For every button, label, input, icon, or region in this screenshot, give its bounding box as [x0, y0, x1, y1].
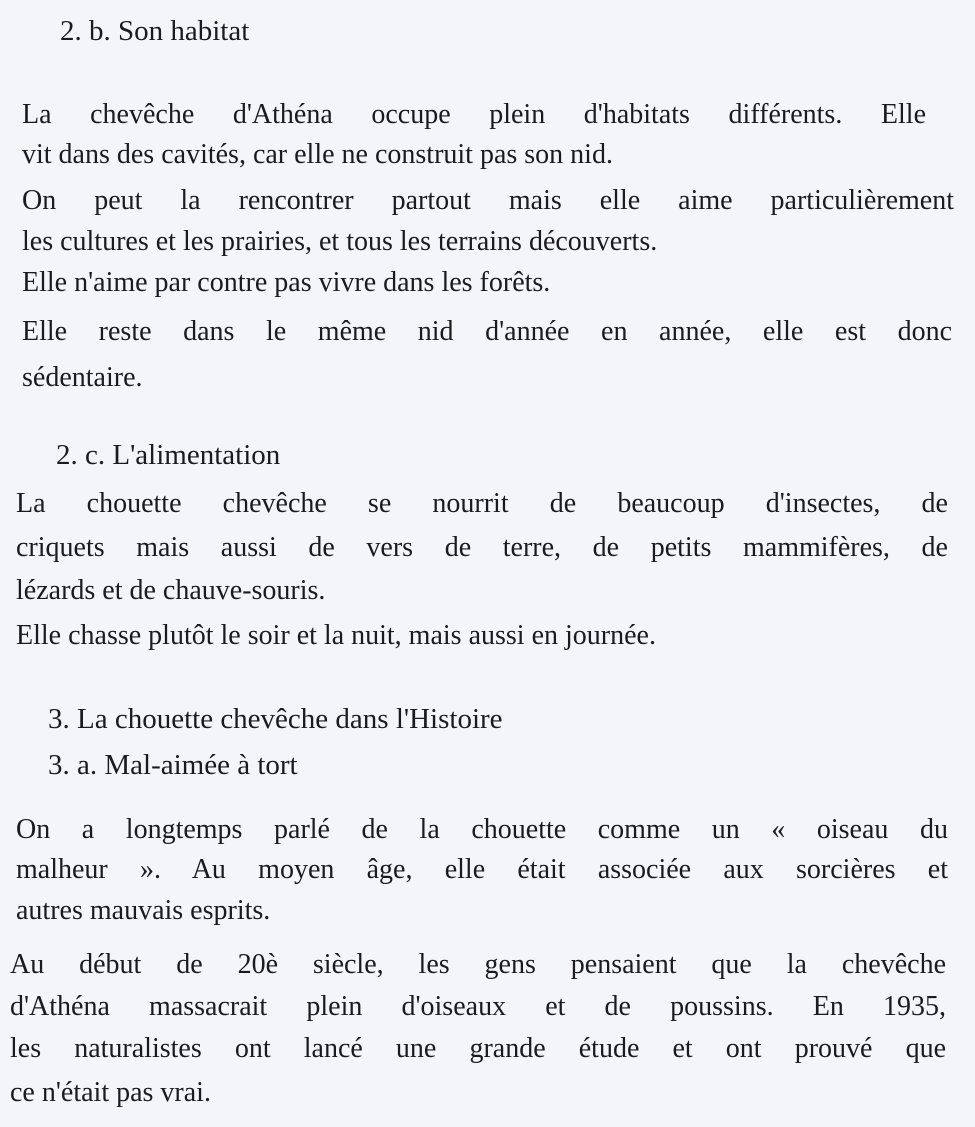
paragraph-line: sédentaire. [22, 362, 143, 393]
paragraph-line: Elle reste dans le même nid d'année en année, elle est donc [22, 316, 952, 347]
paragraph-line: Au début de 20è siècle, les gens pensaient que la chevêche [10, 949, 946, 980]
paragraph-line: On peut la rencontrer partout mais elle aime particulièrement [22, 185, 954, 216]
subsection-heading-mal-aimee: 3. a. Mal-aimée à tort [48, 749, 298, 781]
paragraph-line: Elle n'aime par contre pas vivre dans les forêts. [22, 267, 551, 298]
paragraph-line: autres mauvais esprits. [16, 895, 271, 926]
paragraph-line: les cultures et les prairies, et tous les terrains découverts. [22, 226, 658, 257]
paragraph-line: lézards et de chauve-souris. [16, 575, 326, 606]
paragraph-line: La chevêche d'Athéna occupe plein d'habitats différents. Elle [22, 99, 926, 130]
paragraph-line: La chouette chevêche se nourrit de beaucoup d'insectes, de [16, 488, 948, 519]
paragraph-line: ce n'était pas vrai. [10, 1077, 211, 1108]
paragraph-line: Elle chasse plutôt le soir et la nuit, mais aussi en journée. [16, 620, 656, 651]
paragraph-line: malheur ». Au moyen âge, elle était associée aux sorcières et [16, 854, 948, 885]
section-heading-histoire: 3. La chouette chevêche dans l'Histoire [48, 703, 503, 735]
paragraph-line: On a longtemps parlé de la chouette comme un « oiseau du [16, 814, 948, 845]
paragraph-line: d'Athéna massacrait plein d'oiseaux et de poussins. En 1935, [10, 991, 946, 1022]
paragraph-line: les naturalistes ont lancé une grande étude et ont prouvé que [10, 1033, 946, 1064]
paragraph-line: vit dans des cavités, car elle ne construit pas son nid. [22, 139, 613, 170]
paragraph-line: criquets mais aussi de vers de terre, de petits mammifères, de [16, 532, 948, 563]
section-heading-habitat: 2. b. Son habitat [60, 15, 250, 47]
section-heading-alimentation: 2. c. L'alimentation [56, 439, 281, 471]
